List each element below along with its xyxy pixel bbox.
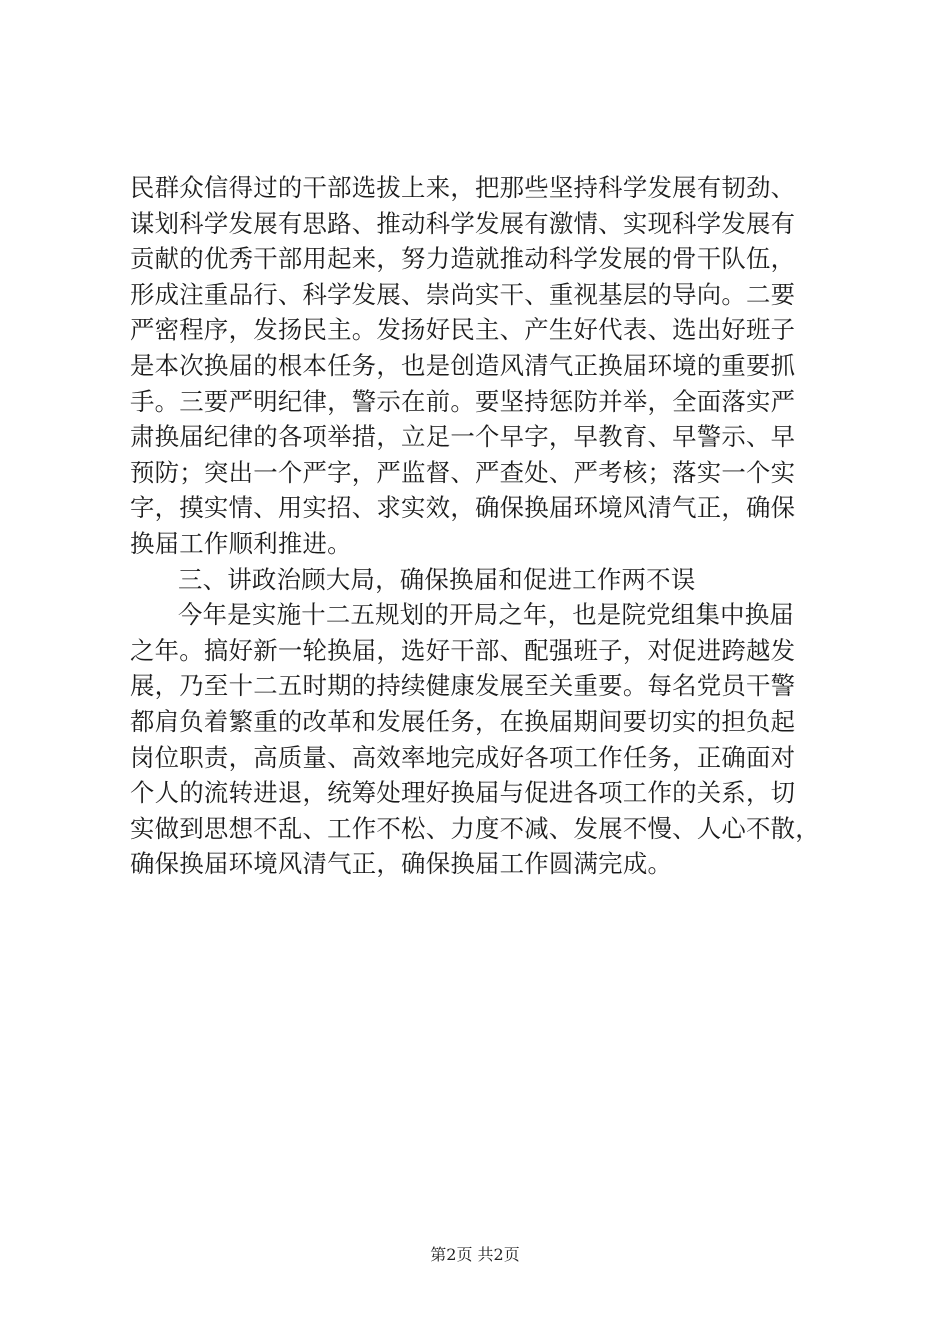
text-line: 是本次换届的根本任务，也是创造风清气正换届环境的重要抓 xyxy=(130,350,796,380)
body-text xyxy=(130,170,830,882)
paragraph-line: 个人的流转进退，统筹处理好换届与促进各项工作的关系，切 xyxy=(130,778,796,808)
page-number-label: 第2页 共2页 xyxy=(430,1245,520,1264)
paragraph-first-line: 今年是实施十二五规划的开局之年，也是院党组集中换届 xyxy=(178,600,795,630)
text-line: 换届工作顺利推进。 xyxy=(130,528,352,558)
paragraph-line: 展，乃至十二五时期的持续健康发展至关重要。每名党员干警 xyxy=(130,671,796,701)
text-line: 手。三要严明纪律，警示在前。要坚持惩防并举，全面落实严 xyxy=(130,386,796,416)
page-footer xyxy=(0,1244,950,1266)
text-line: 谋划科学发展有思路、推动科学发展有激情、实现科学发展有 xyxy=(130,208,796,238)
text-line: 预防；突出一个严字，严监督、严查处、严考核；落实一个实 xyxy=(130,457,796,487)
paragraph-line: 确保换届环境风清气正，确保换届工作圆满完成。 xyxy=(130,849,673,879)
paragraph-line: 都肩负着繁重的改革和发展任务，在换届期间要切实的担负起 xyxy=(130,706,796,736)
text-line: 贡献的优秀干部用起来，努力造就推动科学发展的骨干队伍， xyxy=(130,244,796,274)
text-line: 形成注重品行、科学发展、崇尚实干、重视基层的导向。二要 xyxy=(130,279,796,309)
text-line: 字，摸实情、用实招、求实效，确保换届环境风清气正，确保 xyxy=(130,493,796,523)
section-heading: 三、讲政治顾大局，确保换届和促进工作两不误 xyxy=(178,564,696,594)
text-line: 严密程序，发扬民主。发扬好民主、产生好代表、选出好班子 xyxy=(130,315,796,345)
paragraph-line: 之年。搞好新一轮换届，选好干部、配强班子，对促进跨越发 xyxy=(130,635,796,665)
paragraph-line: 岗位职责，高质量、高效率地完成好各项工作任务，正确面对 xyxy=(130,742,796,772)
paragraph-line: 实做到思想不乱、工作不松、力度不减、发展不慢、人心不散， xyxy=(130,813,820,843)
text-line: 民群众信得过的干部选拔上来，把那些坚持科学发展有韧劲、 xyxy=(130,173,796,202)
text-line: 肃换届纪律的各项举措，立足一个早字，早教育、早警示、早 xyxy=(130,422,796,452)
